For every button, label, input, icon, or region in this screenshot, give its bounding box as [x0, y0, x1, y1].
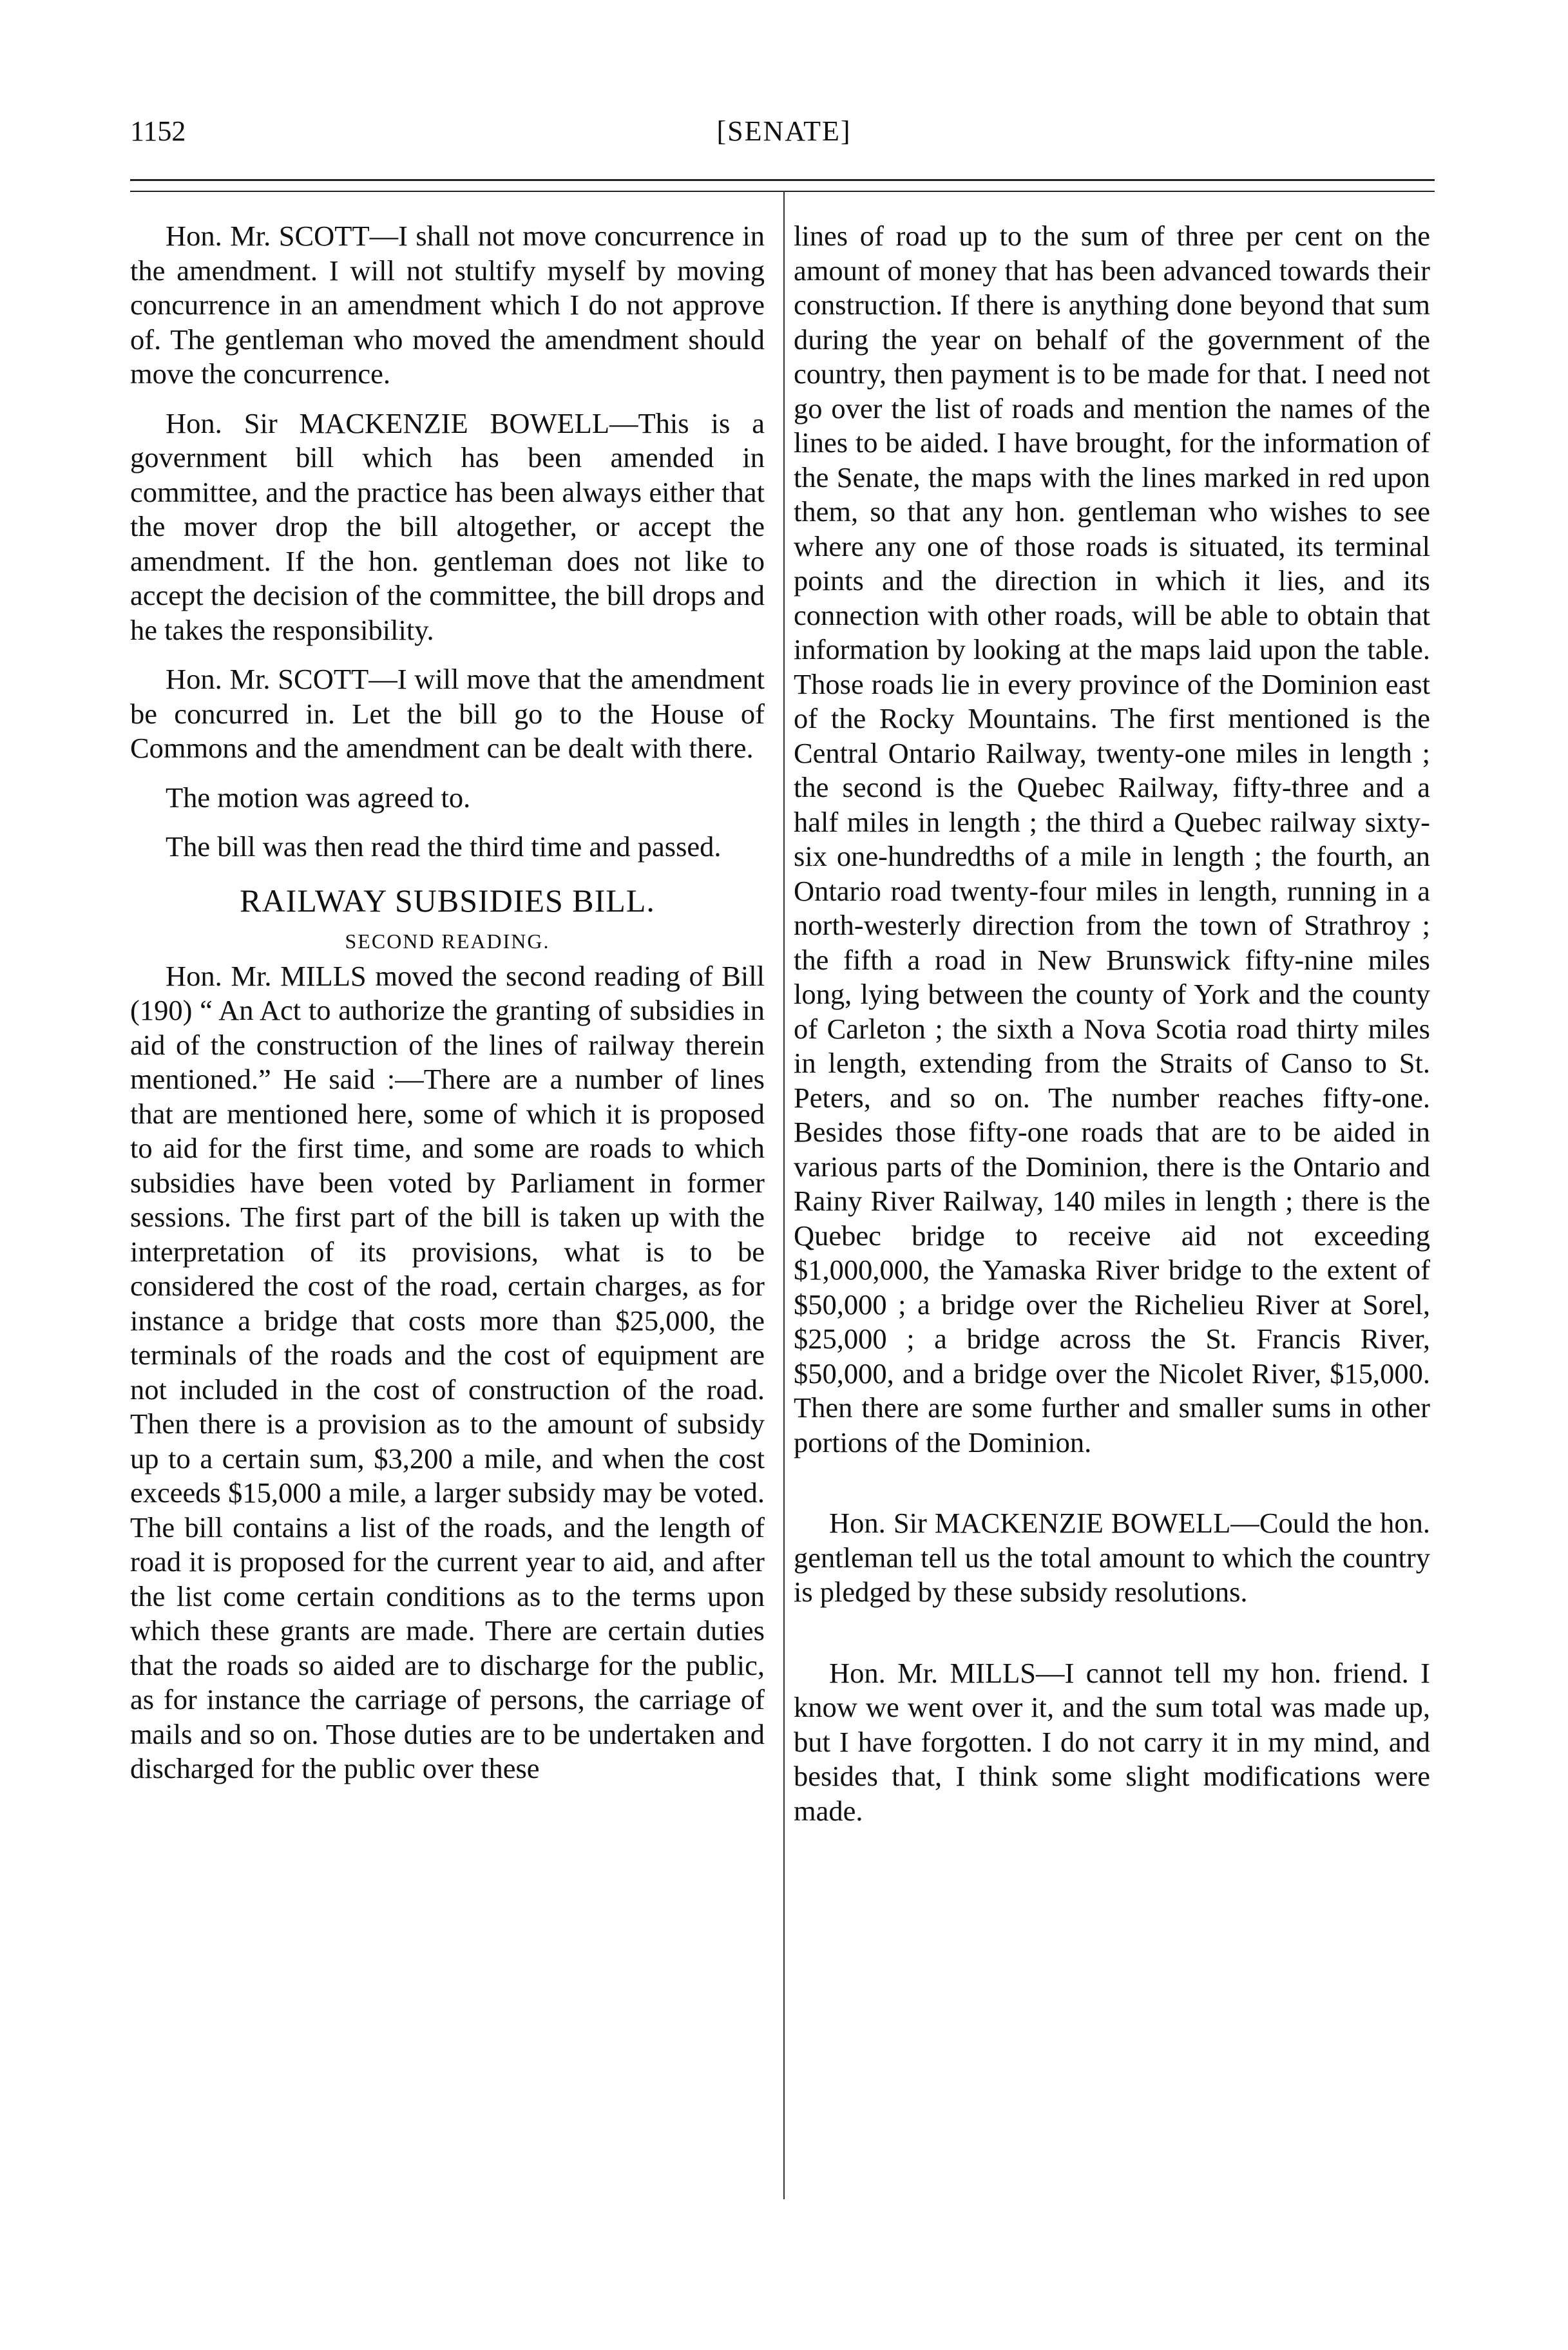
speech-text: I shall not move concurrence in the amendment. I will not stultify myself by moving concurrence in an amendment which I do not approve of. The gentleman who moved the amendment should move the concurrence.: [130, 220, 765, 390]
page-number: 1152: [130, 115, 186, 147]
paragraph-mills-continued: [794, 219, 1430, 1460]
speech-text: I will move that the amendment be concurred in. Let the bill go to the House of Commons and the amendment can be dealt with there.: [130, 663, 765, 764]
left-column: [130, 219, 765, 1786]
paragraph-mills-2: [794, 1656, 1430, 1829]
header-rule: [130, 179, 1435, 181]
paragraph-scott-1: [130, 219, 765, 392]
paragraph-mills-1: [130, 959, 765, 1786]
header-rule-thin: [130, 191, 1435, 192]
running-head: [SENATE]: [716, 115, 852, 147]
right-column: [794, 219, 1430, 1828]
paragraph-bowell-2: [794, 1506, 1430, 1610]
column-divider: [783, 191, 785, 2199]
speaker-name: Hon. Mr. SCOTT—: [166, 220, 399, 252]
speech-text: This is a government bill which has been amended in committee, and the practice has been always either that the mover drop the bill altogether, or accept the amendment. If the hon. gentleman does not like to accept the decision of the committee, the bill drops and he takes the responsibility.: [130, 406, 765, 646]
speech-text: moved the second reading of Bill (190) “ An Act to authorize the granting of subsidies in aid of the construction of the lines of railway therein mentioned.” He said :—There are a number of lines that are mentioned here, some of which it is proposed to aid for the first time, and some are roads to which subsidies have been voted by Parliament in former sessions. The first part of the bill is taken up with the interpretation of its provisions, what is to be considered the cost of the road, certain charges, as for instance a bridge that costs more than $25,000, the terminals of the roads and the cost of equipment are not included in the cost of construction of the road. Then there is a provision as to the amount of subsidy up to a certain sum, $3,200 a mile, and when the cost exceeds $15,000 a mile, a larger subsidy may be voted. The bill contains a list of the roads, and the length of road it is proposed for the current year to aid, and after the list come certain conditions as to the terms upon which these grants are made. There are certain duties that the roads so aided are to discharge for the public, as for instance the carriage of persons, the carriage of mails and so on. Those duties are to be undertaken and discharged for the public over these: [130, 959, 765, 1784]
speaker-name: Hon. Mr. MILLS—: [829, 1656, 1065, 1689]
paragraph-scott-2: [130, 662, 765, 766]
speech-text: The bill was then read the third time and passed.: [166, 830, 722, 863]
speech-text: I cannot tell my hon. friend. I know we went over it, and the sum total was made up, but I have forgotten. I do not carry it in my mind, and besides that, I think some slight modifications were made.: [794, 1656, 1430, 1827]
paragraph-motion: [130, 781, 765, 816]
paragraph-third-reading: [130, 830, 765, 865]
speaker-name: Hon. Sir MACKENZIE BOWELL—: [829, 1507, 1259, 1539]
speech-text: lines of road up to the sum of three per cent on the amount of money that has been advanced towards their construction. If there is anything done beyond that sum during the year on behalf of the government of the country, then payment is to be made for that. I need not go over the list of roads and mention the names of the lines to be aided. I have brought, for the information of the Senate, the maps with the lines marked in red upon them, so that any hon. gentleman who wishes to see where any one of those roads is situated, its terminal points and the direction in which it lies, and its connection with other roads, will be able to obtain that information by looking at the maps laid upon the table. Those roads lie in every province of the Dominion east of the Rocky Mountains. The first mentioned is the Central Ontario Railway, twenty-one miles in length ; the second is the Quebec Railway, fifty-three and a half miles in length ; the third a Quebec railway sixty-six one-hundredths of a mile in length ; the fourth, an Ontario road twenty-four miles in length, running in a north-westerly direction from the town of Strathroy ; the fifth a road in New Brunswick fifty-nine miles long, lying between the county of York and the county of Carleton ; the sixth a Nova Scotia road thirty miles in length, extending from the Straits of Canso to St. Peters, and so on. The number reaches fifty-one. Besides those fifty-one roads that are to be aided in various parts of the Dominion, there is the Ontario and Rainy River Railway, 140 miles in length ; there is the Quebec bridge to receive aid not exceeding $1,000,000, the Yamaska River bridge to the extent of $50,000 ; a bridge over the Richelieu River at Sorel, $25,000 ; a bridge across the St. Francis River, $50,000, and a bridge over the Nicolet River, $15,000. Then there are some further and smaller sums in other portions of the Dominion.: [794, 220, 1430, 1458]
section-subheading: SECOND READING.: [345, 930, 550, 953]
speech-text: Could the hon. gentleman tell us the total amount to which the country is pledged by these subsidy resolutions.: [794, 1507, 1430, 1608]
paragraph-bowell-1: [130, 406, 765, 648]
speech-text: The motion was agreed to.: [166, 781, 471, 814]
speaker-name: Hon. Sir MACKENZIE BOWELL—: [166, 406, 638, 439]
speaker-name: Hon. Mr. SCOTT—: [166, 663, 397, 695]
section-heading: RAILWAY SUBSIDIES BILL.: [240, 882, 655, 919]
speaker-name: Hon. Mr. MILLS: [166, 959, 376, 992]
